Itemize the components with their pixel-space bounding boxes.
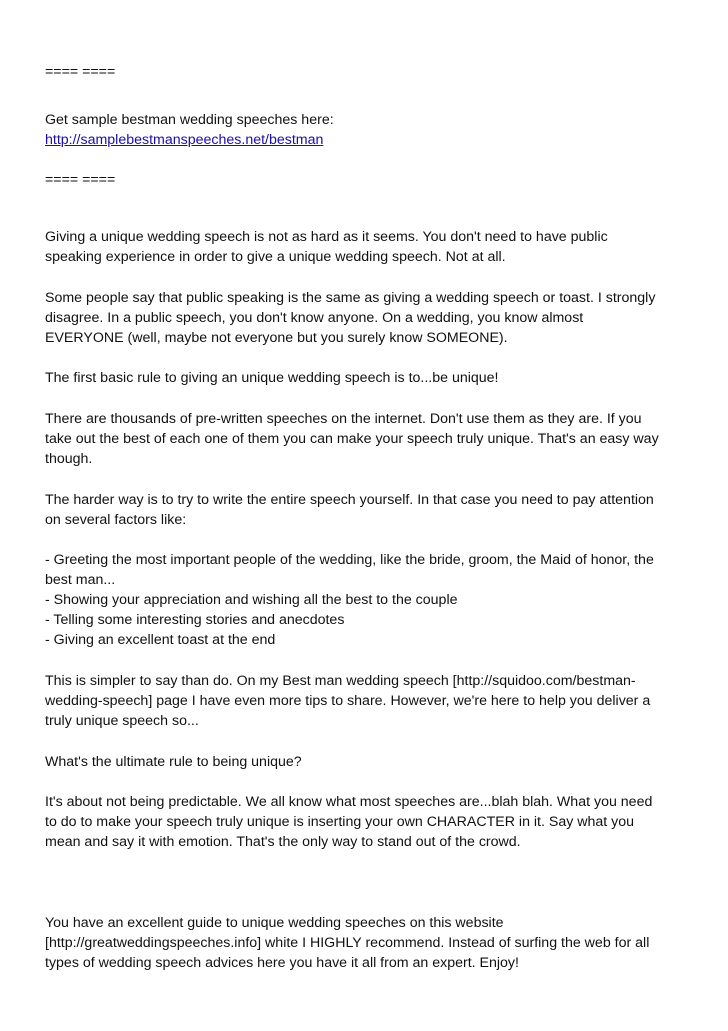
divider-top: ==== ==== [45,64,116,80]
bestman-link[interactable]: http://samplebestmanspeeches.net/bestman [45,132,324,148]
paragraph-line: wedding-speech] page I have even more tips to share. However, we're here to help you deliver a [45,693,651,709]
paragraph-line: Giving a unique wedding speech is not as hard as it seems. You don't need to have public [45,229,608,245]
list-item: best man... [45,572,116,588]
paragraph-line: There are thousands of pre-written speeches on the internet. Don't use them as they are. If you [45,411,642,427]
divider-bottom: ==== ==== [45,172,116,188]
paragraph-line: take out the best of each one of them you can make your speech truly unique. That's an easy way [45,431,659,447]
paragraph-line: to do to make your speech truly unique is inserting your own CHARACTER in it. Say what you [45,814,635,830]
paragraph-line: disagree. In a public speech, you don't know anyone. On a wedding, you know almost [45,310,584,326]
paragraph-line: speaking experience in order to give a unique wedding speech. Not at all. [45,249,506,265]
list-item: - Telling some interesting stories and anecdotes [45,612,345,628]
list-item: - Greeting the most important people of the wedding, like the bride, groom, the Maid of honor, the [45,552,654,568]
paragraph-line: EVERYONE (well, maybe not everyone but you surely know SOMEONE). [45,330,508,346]
list-item: - Showing your appreciation and wishing all the best to the couple [45,592,458,608]
paragraph-line: The harder way is to try to write the entire speech yourself. In that case you need to pay attention [45,492,654,508]
paragraph-line: on several factors like: [45,512,187,528]
paragraph-line: This is simpler to say than do. On my Best man wedding speech [http://squidoo.com/bestman- [45,673,636,689]
paragraph-line: What's the ultimate rule to being unique? [45,754,302,770]
list-item: - Giving an excellent toast at the end [45,632,276,648]
paragraph-line: mean and say it with emotion. That's the only way to stand out of the crowd. [45,834,521,850]
paragraph-line: It's about not being predictable. We all know what most speeches are...blah blah. What you need [45,794,653,810]
paragraph-line: [http://greatweddingspeeches.info] white I HIGHLY recommend. Instead of surfing the web for all [45,935,650,951]
paragraph-line: The first basic rule to giving an unique wedding speech is to...be unique! [45,370,499,386]
paragraph-line: types of wedding speech advices here you have it all from an expert. Enjoy! [45,955,519,971]
paragraph-line: though. [45,451,93,467]
intro-text: Get sample bestman wedding speeches here: [45,112,334,128]
paragraph-line: You have an excellent guide to unique wedding speeches on this website [45,915,504,931]
paragraph-line: truly unique speech so... [45,713,199,729]
paragraph-line: Some people say that public speaking is the same as giving a wedding speech or toast. I strongly [45,290,656,306]
